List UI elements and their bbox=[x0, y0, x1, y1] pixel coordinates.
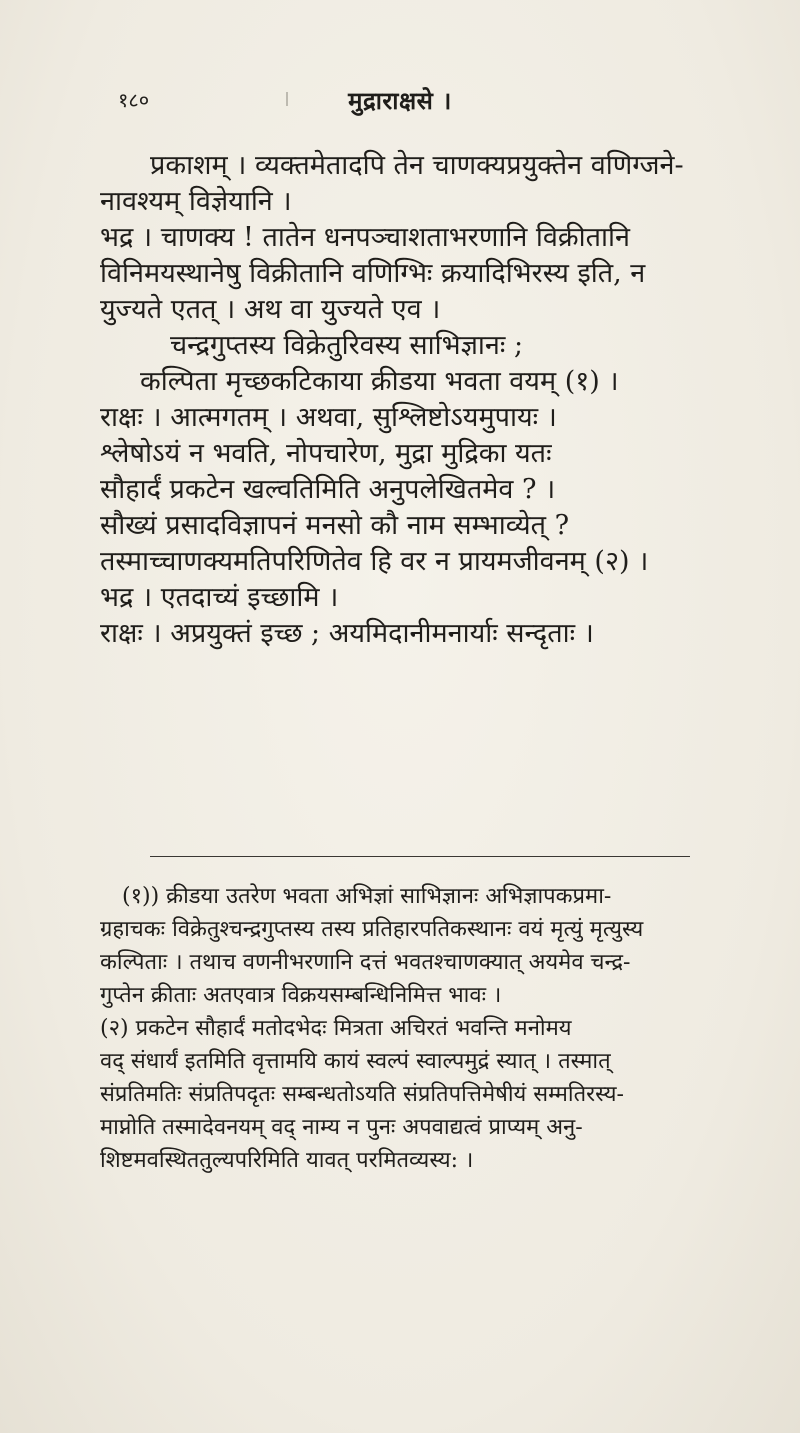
text-line: नावश्यम् विज्ञेयानि । bbox=[100, 186, 292, 217]
footnote-line: गुप्तेन क्रीताः अतएवात्र विक्रयसम्बन्धिनिमित्त भावः । bbox=[100, 983, 502, 1008]
text-line: युज्यते एतत् । अथ वा युज्यते एव । bbox=[100, 294, 441, 325]
verse-line: चन्द्रगुप्तस्य विक्रेतुरिवस्य साभिज्ञानः ; bbox=[170, 330, 524, 361]
text-line: भद्र । चाणक्य ! तातेन धनपञ्चाशताभरणानि विक्रीतानि bbox=[100, 222, 630, 253]
text-line: भद्र । एतदाच्यं इच्छामि । bbox=[100, 582, 339, 613]
text-line: सौख्यं प्रसादविज्ञापनं मनसो कौ नाम सम्भाव्येत् ? bbox=[100, 510, 570, 541]
footnote-line: वद् संधार्यं इतमिति वृत्तामयि कायं स्वल्पं स्वाल्पमुद्रं स्यात् । तस्मात् bbox=[100, 1049, 611, 1074]
footnotes bbox=[100, 880, 720, 1177]
text-line: सौहार्दं प्रकटेन खल्वतिमिति अनुपलेखितमेव ? । bbox=[100, 474, 556, 505]
main-text bbox=[100, 148, 720, 652]
footnote-divider bbox=[150, 856, 690, 857]
verse-line: कल्पिता मृच्छकटिकाया क्रीडया भवता वयम् (१) । bbox=[140, 366, 619, 397]
footnote-line: कल्पिताः । तथाच वणनीभरणानि दत्तं भवतश्चाणक्यात् अयमेव चन्द्र- bbox=[100, 950, 631, 975]
footnote-line: शिष्टमवस्थिततुल्यपरिमिति यावत् परमितव्यस्य: । bbox=[100, 1148, 474, 1173]
text-line: प्रकाशम् । व्यक्तमेतादपि तेन चाणक्यप्रयुक्तेन वणिग्जने- bbox=[150, 150, 684, 181]
footnote-line: (२) प्रकटेन सौहार्दं मतोदभेदः मित्रता अचिरतं भवन्ति मनोमय bbox=[100, 1016, 572, 1041]
footnote-line: (१)) क्रीडया उतरेण भवता अभिज्ञां साभिज्ञानः अभिज्ञापकप्रमा- bbox=[122, 884, 612, 909]
footnote-line: माप्नोति तस्मादेवनयम् वद् नाम्य न पुनः अपवाद्यत्वं प्राप्यम् अनु- bbox=[100, 1115, 583, 1140]
text-line: विनिमयस्थानेषु विक्रीतानि वणिग्भिः क्रयादिभिरस्य इति, न bbox=[100, 258, 646, 289]
text-line: श्लेषोऽयं न भवति, नोपचारेण, मुद्रा मुद्रिका यतः bbox=[100, 438, 552, 469]
text-line: राक्षः । आत्मगतम् । अथवा, सुश्लिष्टोऽयमुपायः । bbox=[100, 402, 557, 433]
text-line: तस्माच्चाणक्यमतिपरिणितेव हि वर न प्रायमजीवनम् (२) । bbox=[100, 546, 649, 577]
page-header bbox=[0, 82, 800, 118]
page-number: १८० bbox=[118, 88, 150, 112]
footnote-line: संप्रतिमतिः संप्रतिपदृतः सम्बन्धतोऽयति संप्रतिपत्तिमेषीयं सम्मतिरस्य- bbox=[100, 1082, 624, 1107]
text-line: राक्षः । अप्रयुक्तं इच्छ ; अयमिदानीमनार्याः सन्दृताः । bbox=[100, 618, 594, 649]
footnote-line: ग्रहाचकः विक्रेतुश्चन्द्रगुप्तस्य तस्य प्रतिहारपतिकस्थानः वयं मृत्युं मृत्युस्य bbox=[100, 917, 644, 942]
running-title: मुद्राराक्षसे । bbox=[348, 86, 452, 115]
